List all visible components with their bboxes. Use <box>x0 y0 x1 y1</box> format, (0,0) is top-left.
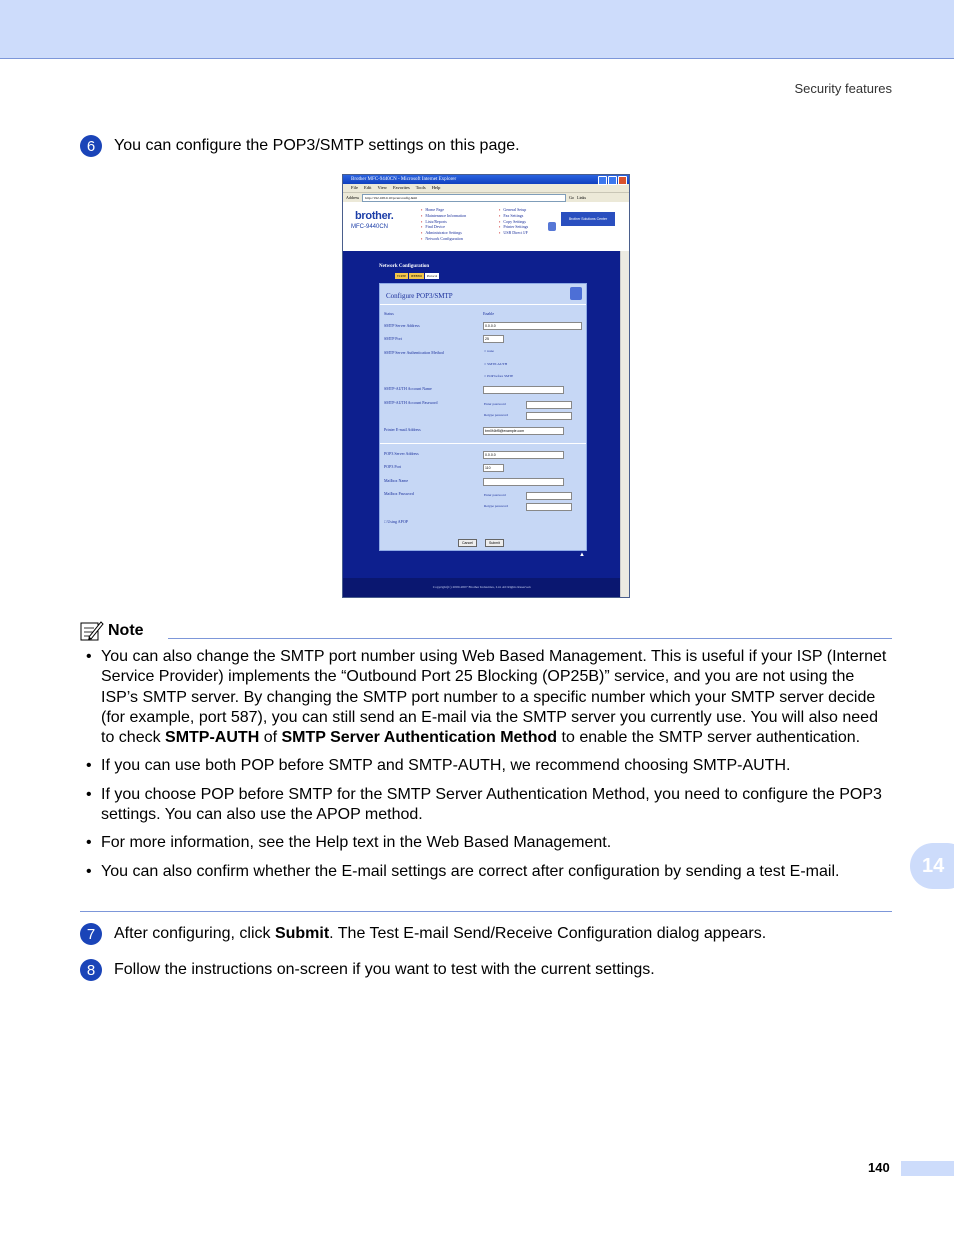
menu-view: View <box>377 185 387 190</box>
bullet-text: of <box>259 729 282 747</box>
model-name: MFC-9440CN <box>351 224 389 230</box>
nav-item: ▪ Copy Settings <box>499 219 528 225</box>
mailbox-password-input <box>526 492 572 500</box>
page-number-bar <box>901 1161 954 1176</box>
auth-pop-radio: ○ POP before SMTP <box>484 374 513 378</box>
window-buttons <box>598 176 627 185</box>
mailbox-name-input <box>483 478 564 486</box>
step-8 <box>80 959 655 981</box>
enter-password-label: Enter password <box>484 493 506 497</box>
step-7 <box>80 923 766 945</box>
smtp-port-label: SMTP Port <box>384 336 402 341</box>
address-field: http://192.168.0.10/pr/en/config.html <box>362 194 566 202</box>
nav-item: ▪ Home Page <box>421 207 466 213</box>
window-titlebar <box>343 175 629 184</box>
menu-tools: Tools <box>415 185 426 190</box>
menu-edit: Edit <box>364 185 372 190</box>
step-6 <box>80 135 520 157</box>
status-value: Enable <box>483 311 495 316</box>
note-bullet: • You can also confirm whether the E-mail settings are correct after configuration by sending a test E-mail. <box>86 862 894 882</box>
note-pencil-icon <box>80 620 104 642</box>
step-number: 6 <box>80 135 102 157</box>
help-icon <box>548 222 556 231</box>
header-band <box>0 0 954 59</box>
apop-checkbox: □ Using APOP <box>384 519 408 524</box>
enter-password-label: Enter password <box>484 402 506 406</box>
step-text: You can configure the POP3/SMTP settings on this page. <box>114 137 520 154</box>
divider <box>380 304 586 305</box>
links-label: Links <box>577 195 587 200</box>
mailbox-pass-label: Mailbox Password <box>384 491 414 496</box>
bullet-bold: SMTP Server Authentication Method <box>281 729 558 747</box>
printer-email-label: Printer E-mail Address <box>384 427 421 432</box>
nav-item: ▪ Maintenance Information <box>421 213 466 219</box>
page-body <box>343 251 621 597</box>
config-tabs <box>395 273 439 279</box>
printer-email-input: brn0f4bf5@example.com <box>483 427 564 435</box>
tab-ieee802: IEEE802 <box>411 274 423 278</box>
pop3-server-label: POP3 Server Address <box>384 451 419 456</box>
menu-help: Help <box>431 185 441 190</box>
maximize-icon <box>608 176 617 185</box>
auth-smtp-radio: ○ SMTP-AUTH <box>484 362 507 366</box>
network-config-title: Network Configuration <box>379 264 430 269</box>
browser-screenshot <box>342 174 630 598</box>
address-label: Address <box>346 195 360 200</box>
solutions-center-banner: Brother Solutions Center <box>561 212 615 226</box>
menu-file: File <box>351 185 359 190</box>
smtp-server-label: SMTP Server Address <box>384 323 420 328</box>
page-top-arrow-icon: ▲ <box>579 552 585 558</box>
divider <box>380 443 586 444</box>
step-text: Follow the instructions on-screen if you want to test with the current settings. <box>114 961 655 978</box>
note-bullet <box>86 647 894 748</box>
password-input <box>526 401 572 409</box>
step-bold: Submit <box>274 925 330 942</box>
note-bullet: • If you choose POP before SMTP for the SMTP Server Authentication Method, you need to configure the POP3 settings. You can also use the APOP method. <box>86 785 894 826</box>
auth-none-radio: ○ none <box>484 349 494 353</box>
note-bullet: • If you can use both POP before SMTP and SMTP-AUTH, we recommend choosing SMTP-AUTH. <box>86 756 894 776</box>
pop3-server-input: 0.0.0.0 <box>483 451 564 459</box>
copyright-footer: Copyright(C) 2000-2007 Brother Industries, Ltd. All Rights Reserved. <box>432 585 532 589</box>
chapter-tab: 14 <box>910 843 954 889</box>
page-number: 140 <box>868 1160 890 1175</box>
bullet-bold: SMTP-AUTH <box>165 729 260 747</box>
brother-logo: brother. <box>355 210 394 222</box>
smtp-port-input: 25 <box>483 335 504 343</box>
note-label: Note <box>108 622 144 639</box>
note-bullet: • For more information, see the Help text in the Web Based Management. <box>86 833 894 853</box>
menu-favorites: Favorites <box>393 185 410 190</box>
menu-bar <box>343 184 629 192</box>
pop3-smtp-panel <box>379 283 587 551</box>
help-icon <box>570 287 582 300</box>
auth-name-input <box>483 386 564 394</box>
auth-method-label: SMTP Server Authentication Method <box>384 350 444 355</box>
scrollbar <box>620 251 629 597</box>
nav-left <box>421 207 466 242</box>
tab-tcpip: TCP/IP <box>397 274 407 278</box>
nav-item: ▪ General Setup <box>499 207 528 213</box>
nav-item: ▪ USB Direct I/F <box>499 230 528 236</box>
smtp-server-input: 0.0.0.0 <box>483 322 582 330</box>
nav-item: ▪ Find Device <box>421 224 466 230</box>
retype-password-label: Retype password <box>484 413 509 417</box>
password-retype-input <box>526 412 572 420</box>
nav-item: ▪ Printer Settings <box>499 224 528 230</box>
go-button: Go <box>569 195 574 200</box>
step-text-part: . The Test E-mail Send/Receive Configuration dialog appears. <box>329 925 767 942</box>
close-icon <box>618 176 627 185</box>
bullet-text: You can also change the SMTP port number using Web Based Management. This is useful if your ISP (Internet Service Provider) implements the “Outbound Port 25 Blocking (OP25B)” service, and you are not using the ISP’s SMTP server. By changing the SMTP port number to a specific number which your SMTP server decide (for example, port 587), you can still send an E-mail via the SMTP server you currently use. You will also need to check <box>101 648 887 747</box>
window-title: Brother MFC-9440CN - Microsoft Internet Explorer <box>351 177 457 182</box>
note-rule-bottom <box>80 911 892 912</box>
section-title: Security features <box>794 81 892 96</box>
retype-password-label: Retype password <box>484 504 509 508</box>
nav-item: ▪ Administrator Settings <box>421 230 466 236</box>
auth-pass-label: SMTP-AUTH Account Password <box>384 400 438 405</box>
mailbox-name-label: Mailbox Name <box>384 478 409 483</box>
address-bar <box>343 192 629 202</box>
cancel-button: Cancel <box>458 539 477 547</box>
note-bullets <box>86 647 894 890</box>
pop3-port-label: POP3 Port <box>384 464 402 469</box>
status-label: Status <box>384 311 394 316</box>
mailbox-password-retype-input <box>526 503 572 511</box>
submit-button: Submit <box>485 539 504 547</box>
tab-protocol: Protocol <box>427 274 438 278</box>
step-text-part: After configuring, click <box>114 925 275 942</box>
step-number: 8 <box>80 959 102 981</box>
nav-item: ▪ Lists/Reports <box>421 219 466 225</box>
step-text <box>114 925 766 943</box>
panel-title: Configure POP3/SMTP <box>386 292 453 300</box>
pop3-port-input: 110 <box>483 464 504 472</box>
nav-item: ▪ Network Configuration <box>421 236 466 242</box>
note-heading <box>80 620 144 642</box>
nav-item: ▪ Fax Settings <box>499 213 528 219</box>
step-number: 7 <box>80 923 102 945</box>
minimize-icon <box>598 176 607 185</box>
bullet-text: to enable the SMTP server authentication. <box>557 729 861 747</box>
note-rule-top <box>168 638 892 639</box>
page-header <box>343 202 629 252</box>
nav-right <box>499 207 528 236</box>
auth-name-label: SMTP-AUTH Account Name <box>384 386 432 391</box>
